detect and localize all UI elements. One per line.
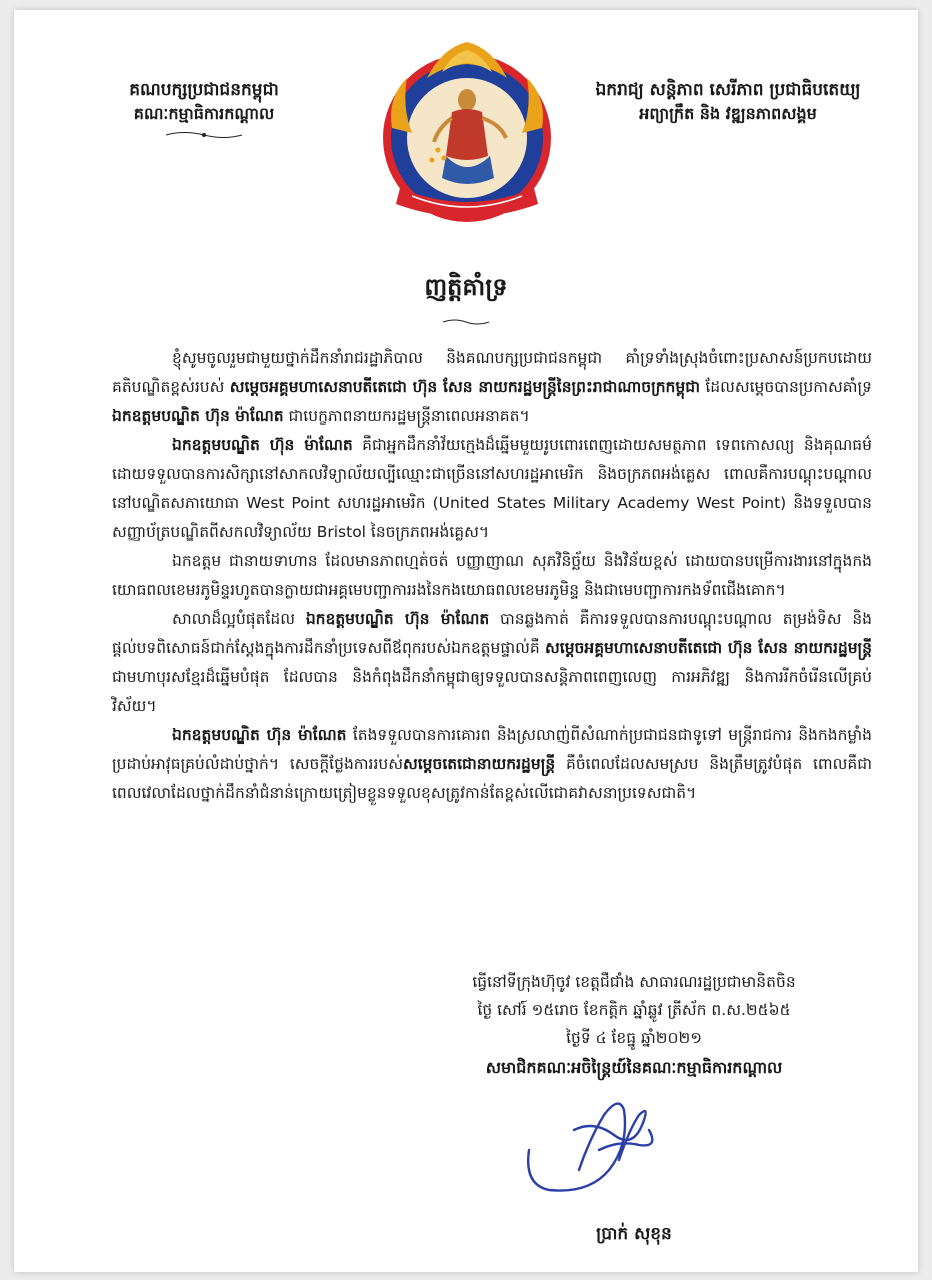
- document-title: ញត្តិគាំទ្រ: [424, 273, 508, 301]
- text-run: បានឆ្លងកាត់ គឺការទទួលបានការបណ្ដុះបណ្ដាល តម្រង់ទិស និងផ្ដល់បទពិសោធន៍ជាក់ស្ដែងក្នុងការដឹកនាំប្រទេសពីឪពុករបស់ឯកឧត្តមផ្ទាល់គឺ: [112, 610, 872, 657]
- header-right: [578, 78, 878, 126]
- committee-name: គណៈកម្មាធិការកណ្ដាល: [133, 104, 275, 123]
- party-name: គណបក្សប្រជាជនកម្ពុជា: [129, 80, 279, 100]
- lunar-date: ថ្ងៃ សៅរ៍ ១៥រោច ខែកត្តិក ឆ្នាំឆ្លូវ ត្រីស័ក ព.ស.២៥៦៥: [477, 1001, 791, 1019]
- bold-run: ឯកឧត្ដមបណ្ឌិត ហ៊ុន ម៉ាណែត: [172, 436, 353, 454]
- divider-ornament-icon: [164, 130, 244, 140]
- signature-icon: [519, 1090, 669, 1200]
- bold-run: សម្ដេចអគ្គមហាសេនាបតីតេជោ ហ៊ុន សែន នាយករដ្ឋមន្រ្តីនៃព្រះរាជាណាចក្រកម្ពុជា: [229, 378, 700, 396]
- title-ornament-icon: [441, 318, 491, 326]
- paragraph-3: [112, 547, 872, 605]
- text-run: គឺចំពេលដែលសមស្រប និងត្រឹមត្រូវបំផុត ពោលគឺជាពេលវេលាដែលថ្នាក់ដឹកនាំជំនាន់ក្រោយត្រៀមខ្លួនទទួលខុសត្រូវកាន់តែខ្ពស់លើជោគវាសនាប្រទេសជាតិ។: [112, 755, 873, 802]
- text-run: គឺជាអ្នកដឹកនាំវ័យក្មេងដ៏ឆ្នើមមួយរូបពោរពេញដោយសមត្ថភាព ទេពកោសល្យ និងគុណធម៌ ដោយទទួលបានការសិក្សានៅសាកលវិទ្យាល័យល្បីឈ្មោះជាច្រើននៅសហរដ្ឋអាមេរិក និងចក្រភពអង់គ្លេស ពោលគឺការបណ្ដុះបណ្ដាលនៅបណ្ឌិតសភាយោធា West Point សហរដ្ឋអាមេរិក (United States Military Academy West Point) និងទទួលបានសញ្ញាប័ត្របណ្ឌិតពីសកលវិទ្យាល័យ Bristol នៃចក្រភពអង់គ្លេស។: [112, 436, 872, 541]
- national-motto: ឯករាជ្យ សន្តិភាព សេរីភាព ប្រជាធិបតេយ្យ: [595, 80, 861, 100]
- party-emblem-icon: [372, 38, 562, 228]
- text-run: ជាមហាបុរសខ្មែរដ៏ឆ្នើមបំផុត ដែលបាន និងកំពុងដឹកនាំកម្ពុជាឲ្យទទួលបានសន្តិភាពពេញលេញ ការអភិវឌ្ឍ និងការរីកចំរើនលើគ្រប់វិស័យ។: [112, 668, 872, 715]
- header-left: [84, 78, 324, 140]
- signer-name: ប្រាក់ សុខុន: [596, 1224, 672, 1244]
- bold-run: ឯកឧត្ដមបណ្ឌិត ហ៊ុន ម៉ាណែត: [172, 726, 347, 744]
- petition-body: [112, 344, 872, 808]
- place-line: ធ្វើនៅទីក្រុងហ៊ុចូវ ខេត្តជឺជាំង សាធារណរដ្ឋប្រជាមានិតចិន: [472, 973, 796, 991]
- document-sheet: [14, 10, 918, 1272]
- bold-run: ឯកឧត្ដមបណ្ឌិត ហ៊ុន ម៉ាណែត: [112, 407, 284, 425]
- bold-run: សម្ដេចអគ្គមហាសេនាបតីតេជោ ហ៊ុន សែន នាយករដ្ឋមន្រ្តី: [545, 639, 872, 657]
- bold-run: សម្ដេចតេជោនាយករដ្ឋមន្រ្តី: [402, 755, 556, 773]
- paragraph-5: [112, 721, 872, 808]
- text-run: ដែលសម្ដេចបានប្រកាសគាំទ្រ: [699, 378, 872, 396]
- paragraph-2: [112, 431, 872, 547]
- text-run: ខ្ញុំសូមចូលរួមជាមួយថ្នាក់ដឹកនាំរាជរដ្ឋាភិបាល និងគណបក្សប្រជាជនកម្ពុជា គាំទ្រទាំងស្រុងចំពោះប្រសាសន៍ប្រកបដោយគតិបណ្ឌិតខ្ពស់របស់: [112, 349, 872, 396]
- paragraph-4: [112, 605, 872, 721]
- bold-run: ឯកឧត្ដមបណ្ឌិត ហ៊ុន ម៉ាណែត: [305, 610, 490, 628]
- text-run: ជាបេក្ខភាពនាយករដ្ឋមន្រ្តីនាពេលអនាគត។: [283, 407, 530, 425]
- signer-position: សមាជិកគណៈអចិន្ត្រៃយ៍នៃគណៈកម្មាធិការកណ្ដាល: [485, 1058, 783, 1077]
- closing-block: [394, 968, 874, 1082]
- text-run: តែងទទួលបានការគោរព និងស្រលាញ់ពីសំណាក់ប្រជាជនជាទូទៅ មន្ត្រីរាជការ និងកងកម្លាំងប្រដាប់អាវុធគ្រប់លំដាប់ថ្នាក់។ សេចក្ដីថ្លែងការរបស់: [112, 726, 873, 773]
- text-run: ឯកឧត្តម ជានាយទាហាន ដែលមានភាពហ្មត់ចត់ បញ្ញាញាណ សុភវិនិច្ឆ័យ និងវិន័យខ្ពស់ ដោយបានបម្រើការងារនៅក្នុងកងយោធពលខេមរភូមិន្ទរហូតបានក្លាយជាអគ្គមេបញ្ជាការរងនៃកងយោធពលខេមរភូមិន្ទ និងជាមេបញ្ជាការកងទ័ពជើងគោក។: [112, 552, 872, 599]
- national-motto-line2: អព្យាក្រឹត និង វឌ្ឍនភាពសង្គម: [639, 104, 817, 123]
- solar-date: ថ្ងៃទី ៤ ខែធ្នូ ឆ្នាំ២០២១: [566, 1029, 702, 1047]
- text-run: សាលាដ៏ល្អបំផុតដែល: [172, 610, 306, 628]
- paragraph-1: [112, 344, 872, 431]
